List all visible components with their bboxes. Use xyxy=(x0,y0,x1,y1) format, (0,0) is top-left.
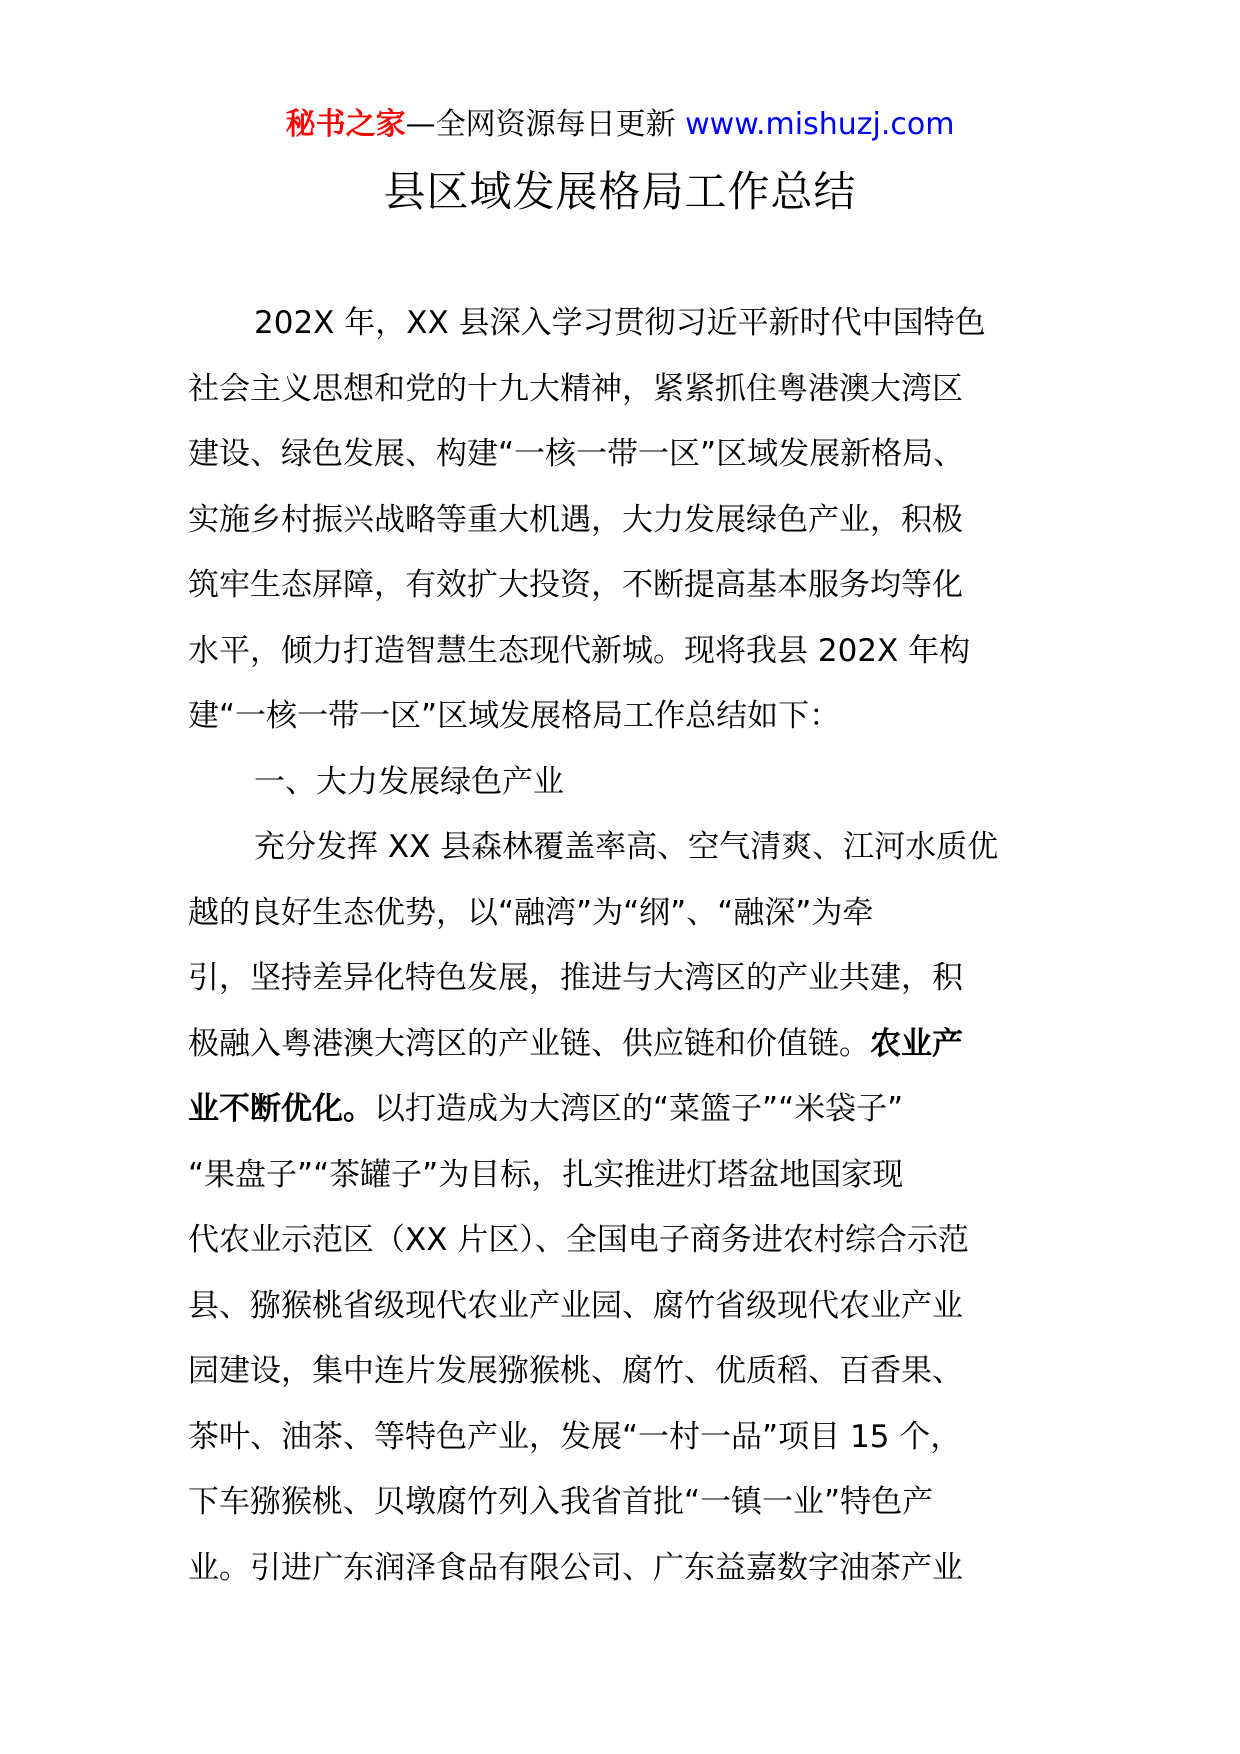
watermark-header xyxy=(0,103,1240,147)
paragraph-line xyxy=(188,1012,1048,1078)
document-body xyxy=(188,291,1048,1601)
paragraph-line xyxy=(188,1077,1048,1143)
paragraph-line: 实施乡村振兴战略等重大机遇，大力发展绿色产业，积极 xyxy=(188,501,963,538)
section-heading: 一、大力发展绿色产业 xyxy=(254,763,564,800)
paragraph-line: 县、猕猴桃省级现代农业产业园、腐竹省级现代农业产业 xyxy=(188,1287,963,1324)
paragraph-line: 下车猕猴桃、贝墩腐竹列入我省首批“一镇一业”特色产 xyxy=(188,1484,934,1520)
bold-subheading: 业不断优化。 xyxy=(188,1091,374,1127)
paragraph-text: 以打造成为大湾区的“菜篮子”“米袋子” xyxy=(374,1091,904,1127)
paragraph-text: 极融入粤港澳大湾区的产业链、供应链和价值链。 xyxy=(188,1025,870,1062)
paragraph-line: 充分发挥 XX 县森林覆盖率高、空气清爽、江河水质优 xyxy=(254,829,999,865)
paragraph-line: 越的良好生态优势，以“融湾”为“纲”、“融深”为牵 xyxy=(188,894,874,931)
paragraph-line: 202X 年，XX 县深入学习贯彻习近平新时代中国特色 xyxy=(254,305,986,341)
paragraph-line: 建设、绿色发展、构建“一核一带一区”区域发展新格局、 xyxy=(188,436,965,472)
paragraph-line: 园建设，集中连片发展猕猴桃、腐竹、优质稻、百香果、 xyxy=(188,1353,963,1389)
document-title: 县区域发展格局工作总结 xyxy=(383,167,857,216)
paragraph-line: 筑牢生态屏障，有效扩大投资，不断提高基本服务均等化 xyxy=(188,567,963,603)
bold-subheading: 农业产 xyxy=(870,1025,963,1062)
website-link[interactable]: www.mishuzj.com xyxy=(685,107,955,142)
paragraph-line: 水平，倾力打造智慧生态现代新城。现将我县 202X 年构 xyxy=(188,632,971,669)
paragraph-line: 社会主义思想和党的十九大精神，紧紧抓住粤港澳大湾区 xyxy=(188,370,963,407)
brand-name: 秘书之家 xyxy=(285,107,406,142)
paragraph-line: 业。引进广东润泽食品有限公司、广东益嘉数字油茶产业 xyxy=(188,1549,963,1586)
paragraph-line: 引，坚持差异化特色发展，推进与大湾区的产业共建，积 xyxy=(188,960,963,996)
paragraph-line: “果盘子”“茶罐子”为目标，扎实推进灯塔盆地国家现 xyxy=(188,1156,904,1193)
paragraph-line: 建“一核一带一区”区域发展格局工作总结如下： xyxy=(188,698,841,734)
paragraph-line: 代农业示范区（XX 片区）、全国电子商务进农村综合示范 xyxy=(188,1222,969,1258)
paragraph-line: 茶叶、油茶、等特色产业，发展“一村一品”项目 15 个， xyxy=(188,1418,962,1455)
header-slogan: —全网资源每日更新 xyxy=(405,107,676,142)
